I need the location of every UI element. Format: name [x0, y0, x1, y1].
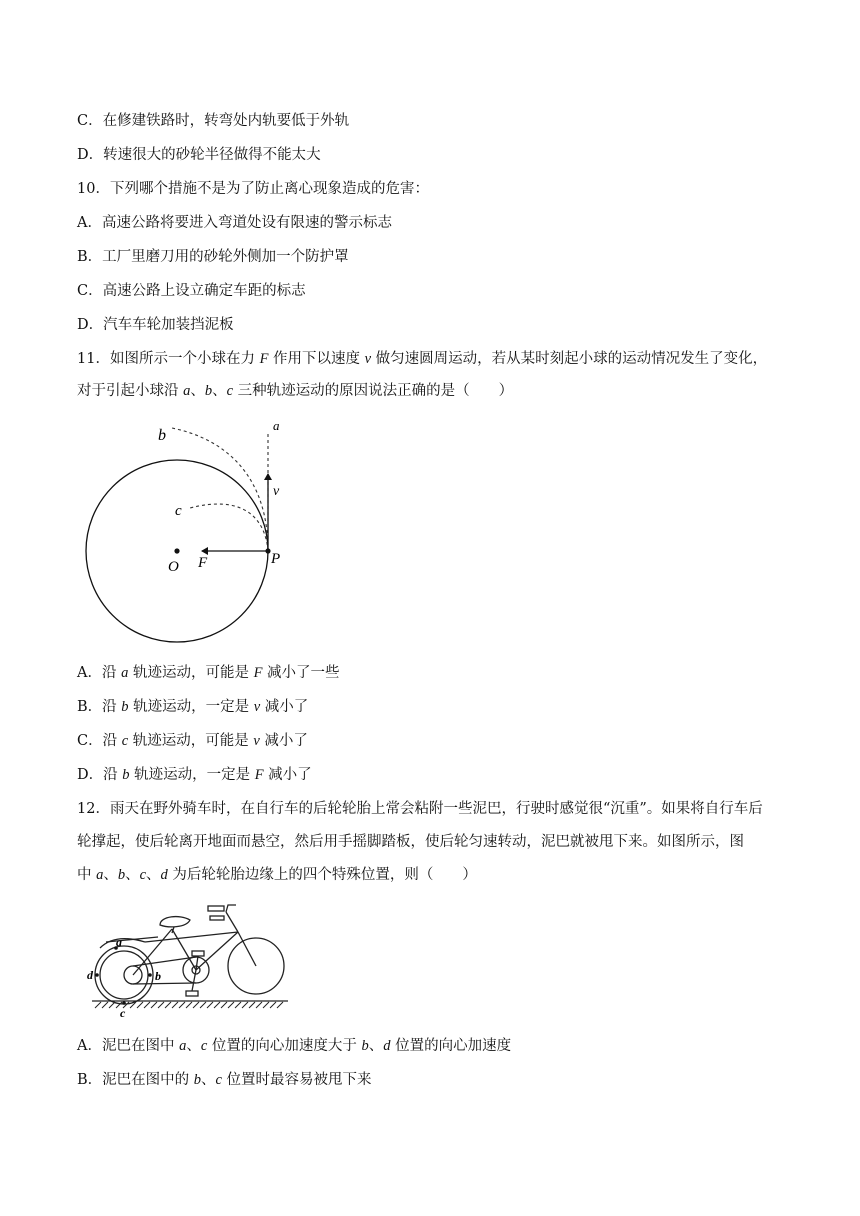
- text: 减小了: [260, 699, 309, 715]
- handlebar-grip: [210, 916, 224, 920]
- text: 三种轨迹运动的原因说法正确的是（ ）: [233, 383, 514, 399]
- text: 11．如图所示一个小球在力: [77, 351, 260, 367]
- var: F: [254, 767, 264, 783]
- q11-stem-line2: [77, 381, 513, 401]
- q10-option-b: B．工厂里磨刀用的砂轮外侧加一个防护罩: [77, 249, 349, 265]
- var-v: v: [364, 351, 372, 367]
- var: c: [215, 1072, 222, 1088]
- var: a: [121, 665, 129, 681]
- text: A．沿: [77, 665, 122, 681]
- q10-option-a: A．高速公路将要进入弯道处设有限速的警示标志: [77, 215, 392, 231]
- handlebar-top: [208, 906, 224, 911]
- var-a: a: [96, 867, 104, 883]
- label-c: c: [120, 1006, 126, 1020]
- text: 、: [212, 383, 227, 399]
- text: 轨迹运动，一定是: [129, 767, 255, 783]
- q10-option-d: D．汽车车轮加装挡泥板: [77, 317, 234, 333]
- var-c: c: [139, 867, 147, 883]
- var-b: b: [117, 867, 126, 883]
- q12-option-a: [77, 1036, 511, 1056]
- text: 轨迹运动，可能是: [128, 665, 254, 681]
- text: 对于引起小球沿: [77, 383, 184, 399]
- text: 、: [125, 867, 140, 883]
- text: 位置时最容易被甩下来: [221, 1072, 372, 1088]
- q9-option-d: D．转速很大的砂轮半径做得不能太大: [77, 147, 321, 163]
- q10-option-c: C．高速公路上设立确定车距的标志: [77, 283, 306, 299]
- var: b: [122, 767, 130, 783]
- frame-top-tube: [145, 932, 238, 942]
- label-v: v: [273, 484, 280, 499]
- text: 、: [103, 867, 118, 883]
- text: B．泥巴在图中的: [77, 1072, 194, 1088]
- text: 位置的向心加速度: [390, 1038, 512, 1054]
- var: a: [179, 1038, 187, 1054]
- q11-option-c: [77, 731, 308, 751]
- trajectory-c: [190, 504, 268, 551]
- var: c: [200, 1038, 208, 1054]
- text: 、: [201, 1072, 216, 1088]
- seat: [160, 917, 190, 927]
- text: 轨迹运动，可能是: [128, 733, 254, 749]
- text: 减小了: [263, 767, 312, 783]
- var: b: [361, 1038, 369, 1054]
- label-c: c: [175, 503, 182, 519]
- chain-bottom: [133, 983, 196, 984]
- label-P: P: [271, 551, 281, 567]
- var: b: [193, 1072, 202, 1088]
- text: 减小了: [259, 733, 308, 749]
- point-p: [265, 548, 270, 553]
- q11-option-b: [77, 697, 308, 717]
- var-b: b: [204, 383, 213, 399]
- q12-option-b: [77, 1070, 372, 1090]
- var-F: F: [259, 351, 269, 367]
- text: 为后轮轮胎边缘上的四个特殊位置，则（ ）: [167, 867, 477, 883]
- q12-stem-line2: 轮撑起，使后轮离开地面而悬空，然后用手摇脚踏板，使后轮匀速转动，泥巴就被甩下来。如图所示，图: [77, 834, 744, 850]
- trajectory-b: [172, 428, 268, 551]
- point-b: [148, 973, 152, 977]
- label-F: F: [198, 555, 208, 571]
- label-b: b: [155, 969, 161, 983]
- var-c: c: [226, 383, 234, 399]
- text: 作用下以速度: [268, 351, 365, 367]
- text: A．泥巴在图中: [77, 1038, 180, 1054]
- var: F: [253, 665, 263, 681]
- var-a: a: [183, 383, 191, 399]
- text: 、: [146, 867, 161, 883]
- circular-motion-figure: [80, 412, 290, 662]
- q11-option-d: [77, 765, 312, 785]
- text: 轨迹运动，一定是: [128, 699, 254, 715]
- text: 、: [368, 1038, 384, 1054]
- text: 做匀速圆周运动，若从某时刻起小球的运动情况发生了变化，: [371, 351, 768, 367]
- var: v: [253, 733, 260, 749]
- point-d: [95, 973, 99, 977]
- pedal-bottom: [186, 991, 198, 996]
- text: B．沿: [77, 699, 122, 715]
- frame-fork: [238, 932, 256, 966]
- q11-option-a: [77, 663, 340, 683]
- q11-stem-line1: [77, 349, 767, 369]
- q10-stem: 10．下列哪个措施不是为了防止离心现象造成的危害：: [77, 181, 429, 197]
- label-d: d: [87, 968, 93, 982]
- label-O: O: [168, 559, 179, 575]
- center-point: [174, 548, 179, 553]
- bicycle-figure: [82, 898, 292, 1020]
- text: D．沿: [77, 767, 123, 783]
- text: 减小了一些: [262, 665, 340, 681]
- text: 中: [77, 867, 97, 883]
- q12-stem-line1: 12．雨天在野外骑车时，在自行车的后轮轮胎上常会粘附一些泥巴，行驶时感觉很“沉重”。如果将自行车后: [77, 801, 763, 817]
- q12-stem-line3: [77, 865, 477, 885]
- pedal-top: [192, 951, 204, 956]
- text: 、: [190, 383, 205, 399]
- text: 位置的向心加速度大于: [207, 1038, 362, 1054]
- var: v: [253, 699, 261, 715]
- q9-option-c: C．在修建铁路时，转弯处内轨要低于外轨: [77, 113, 350, 129]
- label-a: a: [273, 418, 280, 433]
- label-a: a: [116, 935, 122, 949]
- text: C．沿: [77, 733, 122, 749]
- var: d: [383, 1038, 391, 1054]
- point-c: [122, 1001, 126, 1005]
- var-d: d: [160, 867, 168, 883]
- label-b: b: [158, 427, 166, 444]
- var: c: [121, 733, 129, 749]
- handlebar-stem: [226, 912, 238, 932]
- text: 、: [186, 1038, 201, 1054]
- handlebar: [226, 905, 236, 912]
- var: b: [121, 699, 129, 715]
